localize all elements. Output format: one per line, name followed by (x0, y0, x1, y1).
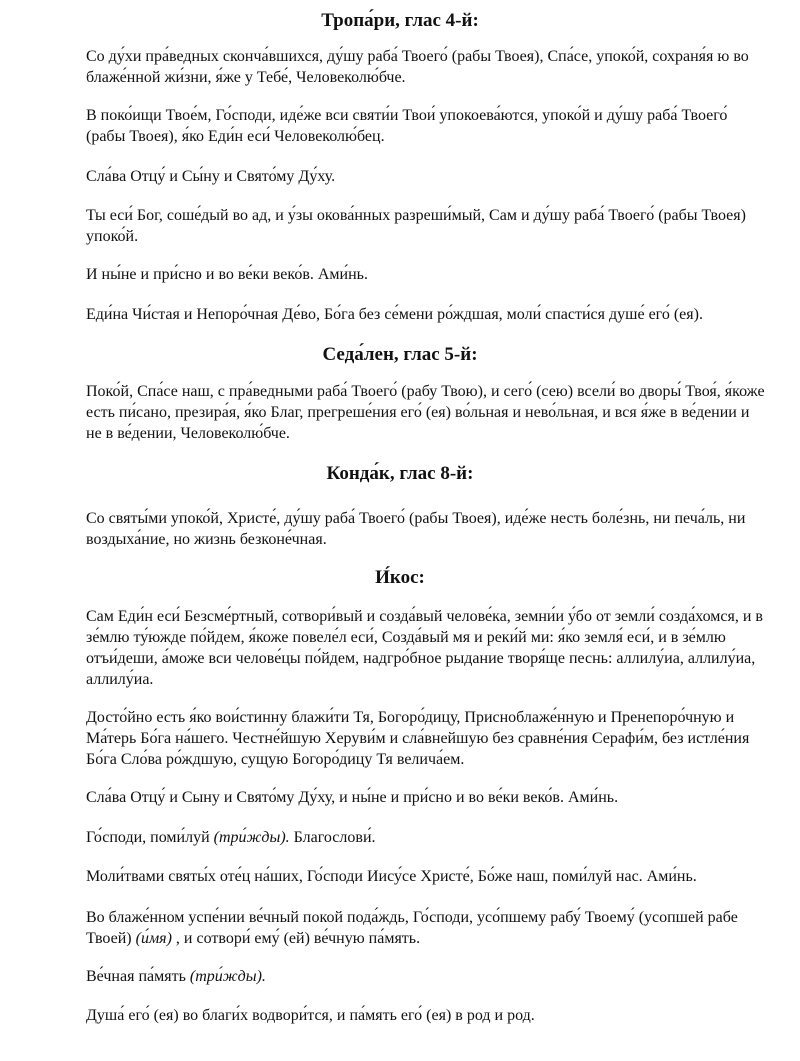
paragraph-kontakion: Со святы́ми упоко́й, Христе́, ду́шу раба́ Твоего́ (рабы Твоея), иде́же несть боле́знь, ни печа́ль, ни воздыха́ние, но жизнь безконе́чная. (86, 510, 746, 548)
rubric-thrice: (три́жды). (189, 968, 266, 985)
text-run: Во блаже́нном успе́нии ве́чный покой пода́ждь, Го́споди, усо́пшему рабу́ Твоему́ (усопшей рабе Твоей) (86, 909, 738, 947)
paragraph-ikos: Сам Еди́н еси́ Безсме́ртный, сотвори́вый и созда́вый челове́ка, земни́и у́бо от земли́ созда́хомся, и в зе́млю ту́южде по́йдем, я́коже повеле́л еси́, Созда́вый мя и реки́й ми: я́ко земля́ еси́, и в зе́млю отъи́деши, а́може вси челове́цы по́йдем, надгро́бное рыдание творя́ще песнь: аллилу́иа, аллилу́иа, аллилу́иа. (86, 608, 763, 688)
heading-sedalen: Седа́лен, глас 5-й: (322, 344, 478, 365)
paragraph-prayers-of-fathers: Моли́твами святы́х оте́ц на́ших, Го́споди Иису́се Христе́, Бо́же наш, поми́луй нас. Ами́нь. (86, 868, 697, 885)
text-run: Благослови́. (289, 829, 376, 846)
paragraph-now-and-ever: И ны́не и при́сно и во ве́ки веко́в. Ами́нь. (86, 266, 368, 283)
heading-ikos: И́кос: (375, 567, 425, 588)
paragraph-eternal-memory (86, 966, 766, 987)
text-run: Ве́чная па́мять (86, 968, 190, 985)
paragraph-troparion-1: Со ду́хи пра́ведных сконча́вшихся, ду́шу раба́ Твоего́ (рабы Твоея), Спа́се, упоко́й, сохраня́я ю во блаже́нной жи́зни, я́же у Тебе́, Человеколю́бче. (86, 48, 749, 86)
paragraph-glory-now: Сла́ва Отцу́ и Сыну и Свято́му Ду́ху, и ны́не и при́сно и во ве́ки веко́в. Ами́нь. (86, 789, 619, 806)
paragraph-glory: Сла́ва Отцу́ и Сы́ну и Свято́му Ду́ху. (86, 168, 336, 185)
paragraph-blessed-repose (86, 907, 766, 949)
heading-kontakion: Конда́к, глас 8-й: (326, 463, 474, 484)
paragraph-soul-dwells: Душа́ его́ (ея) во благи́х водвори́тся, и па́мять его́ (ея) в род и род. (86, 1007, 535, 1024)
paragraph-sedalen: Поко́й, Спа́се наш, с пра́ведными раба́ Твоего́ (рабу Твою), и сего́ (сею) всели́ во дворы́ Твоя́, я́коже есть пи́сано, презира́я, я́ко Благ, прегреше́ния его́ (ея) во́льная и нево́льная, и вся я́же в ве́дении и не в ве́дении, Человеколю́бче. (86, 383, 765, 442)
paragraph-lord-have-mercy (86, 827, 766, 848)
rubric-thrice: (три́жды). (213, 829, 290, 846)
paragraph-theotokion: Еди́на Чи́стая и Непоро́чная Де́во, Бо́га без се́мени ро́ждшая, моли́ спасти́ся душе́ его́ (ея). (86, 306, 703, 323)
text-run: Го́споди, поми́луй (86, 829, 214, 846)
paragraph-troparion-2: В поко́ищи Твое́м, Го́споди, иде́же вси святи́и Твои́ упокоева́ются, упоко́й и ду́шу раба́ Твоего́ (рабы Твоея), я́ко Еди́н еси́ Человеколю́бец. (86, 107, 728, 145)
rubric-name: (и́мя) (135, 930, 172, 947)
paragraph-troparion-3: Ты еси́ Бог, соше́дый во ад, и у́зы окова́нных разреши́мый, Сам и ду́шу раба́ Твоего́ (рабы Твоея) упоко́й. (86, 207, 746, 245)
heading-troparion: Тропа́ри, глас 4-й: (321, 10, 479, 31)
paragraph-dostoino: Досто́йно есть я́ко вои́стинну блажи́ти Тя, Богоро́дицу, Присноблаже́нную и Пренепоро́чную и Ма́терь Бо́га на́шего. Честне́йшую Херуви́м и сла́внейшую без сравне́ния Серафи́м, без истле́ния Бо́га Сло́ва ро́ждшую, сущую Богоро́дицу Тя велича́ем. (86, 709, 750, 768)
text-run: , и сотвори́ ему́ (ей) ве́чную па́мять. (171, 930, 421, 947)
